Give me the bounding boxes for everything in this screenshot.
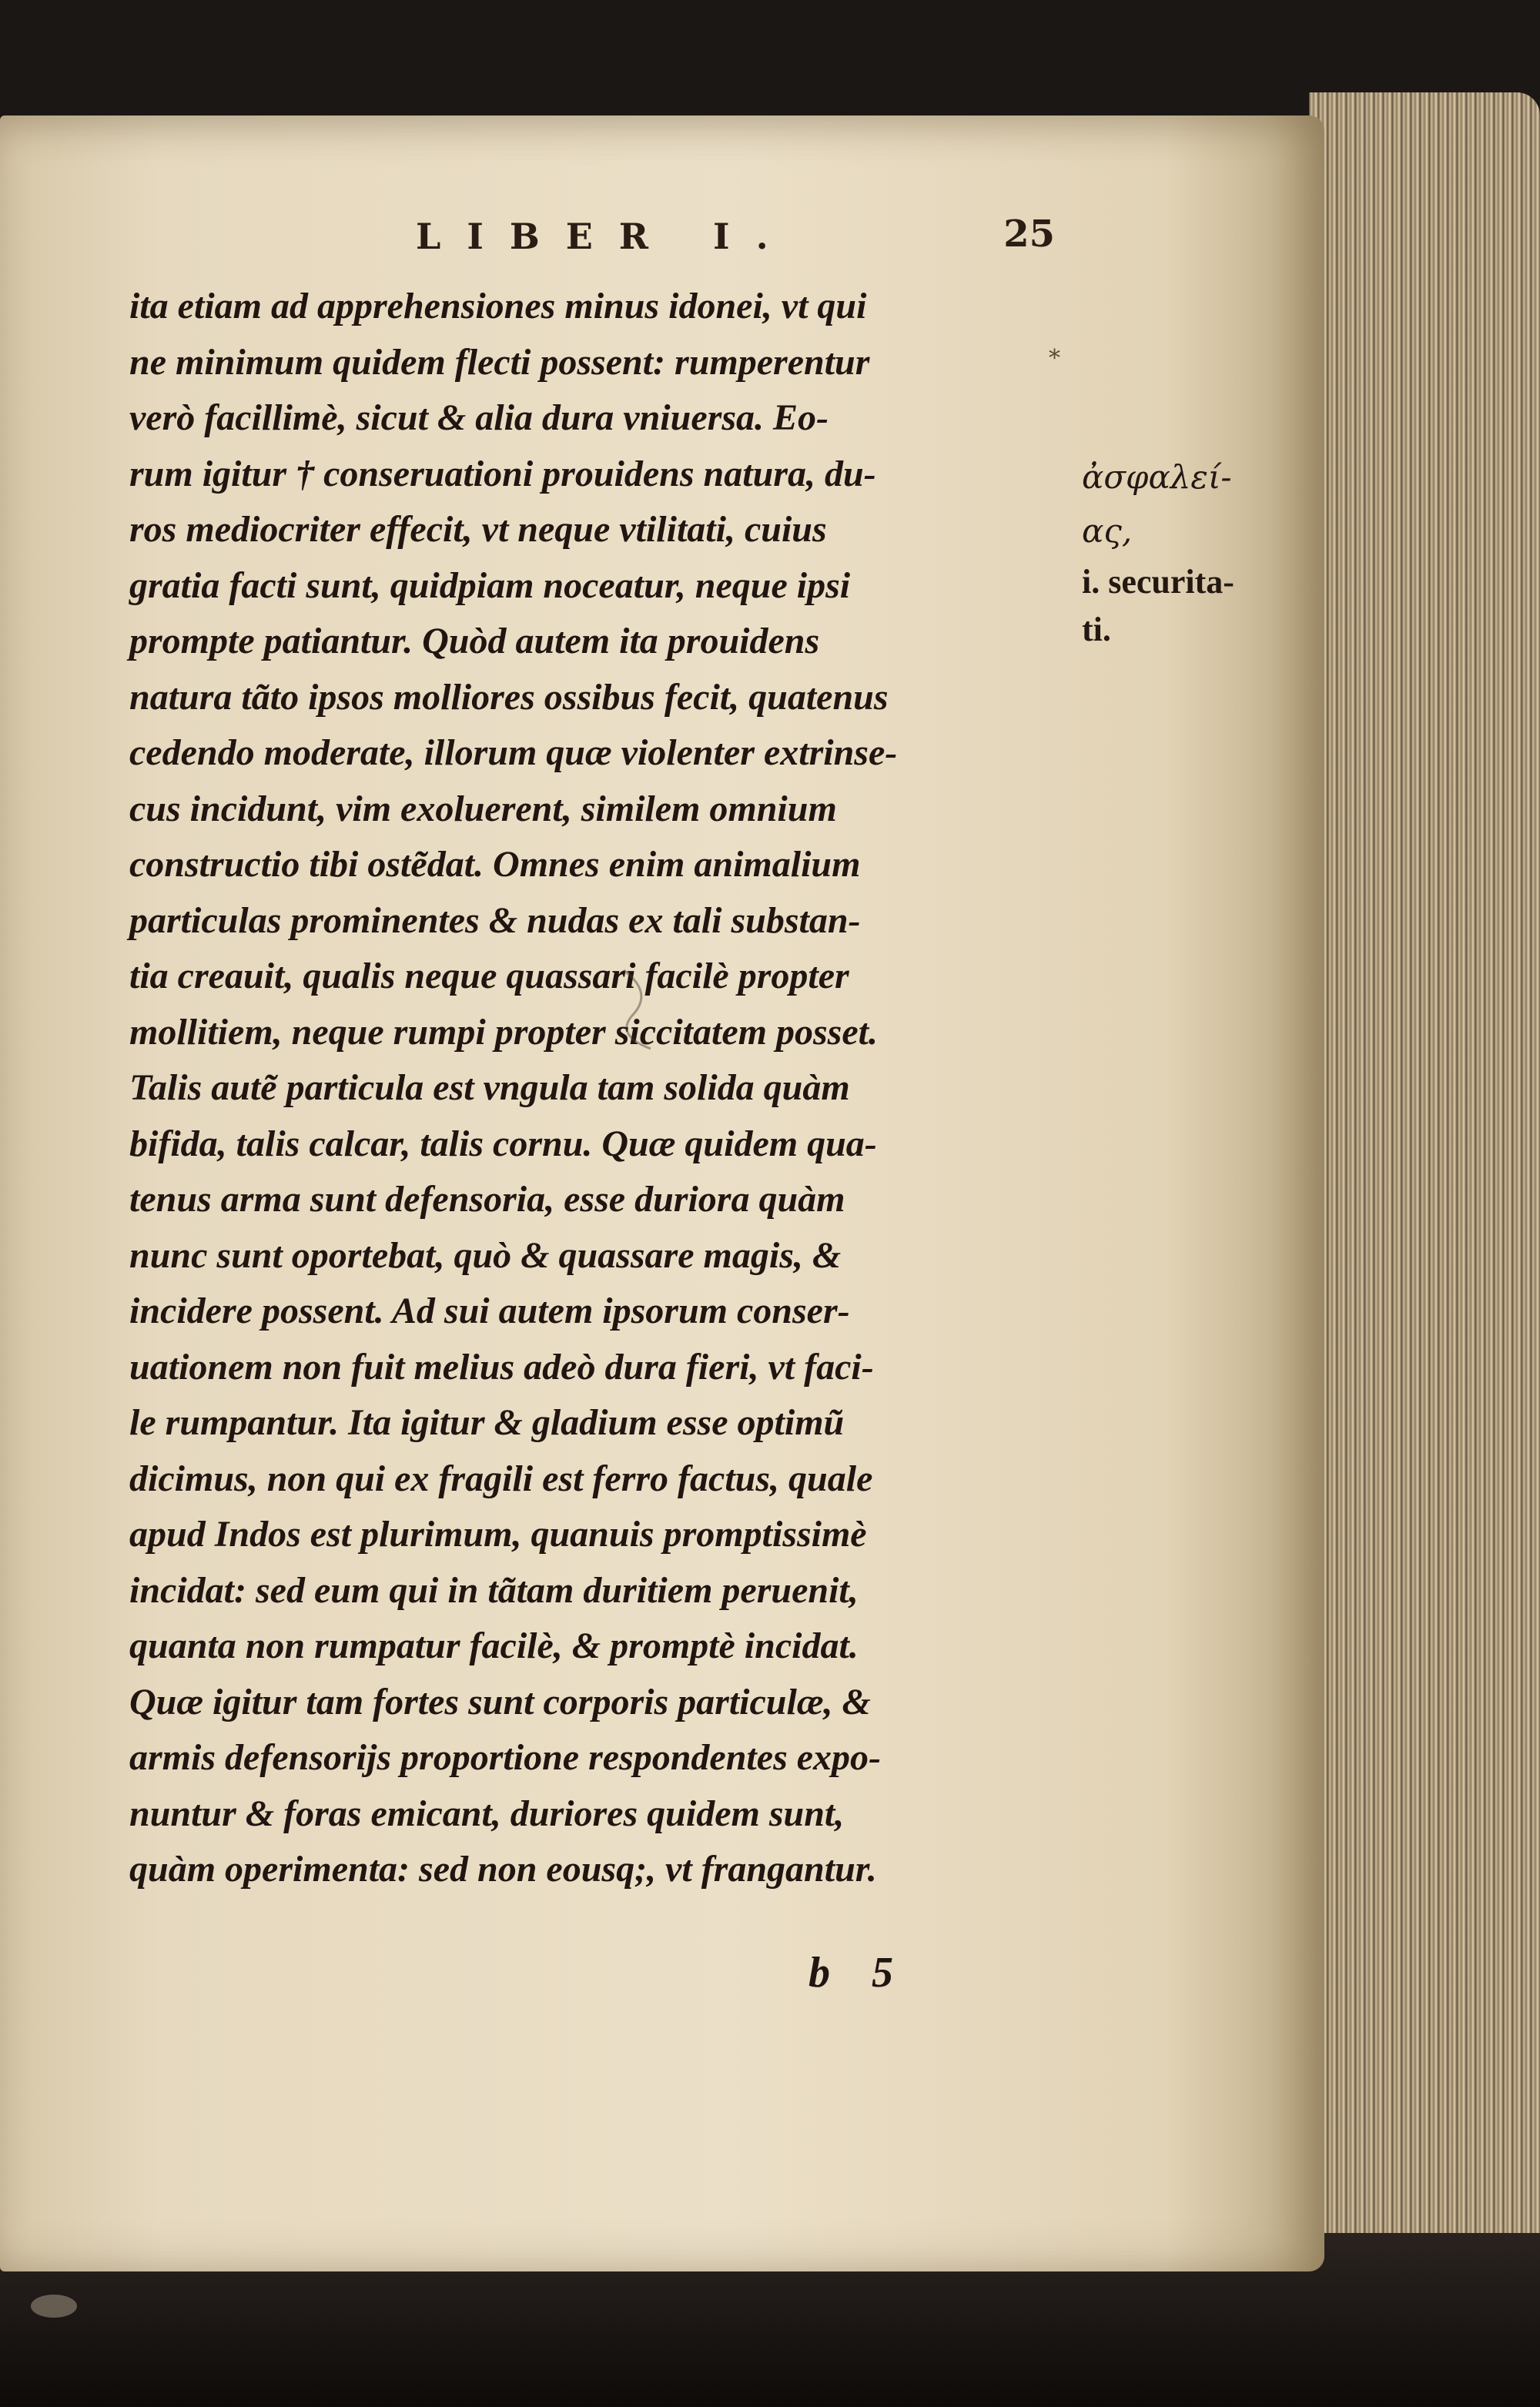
margin-note: [1082, 450, 1244, 654]
body-text: [129, 279, 1076, 1898]
text-line: natura tãto ipsos molliores ossibus fecit, quatenus: [129, 676, 889, 718]
text-line: prompte patiantur. Quòd autem ita prouidens: [129, 621, 820, 661]
text-line: quàm operimenta: sed non eousq;, vt frangantur.: [129, 1849, 877, 1890]
text-line: tia creauit, qualis neque quassari facilè propter: [129, 956, 849, 996]
text-line: le rumpantur. Ita igitur & gladium esse optimũ: [129, 1402, 845, 1443]
margin-note-greek: ἀσφαλεί-: [1082, 458, 1232, 496]
text-line: tenus arma sunt defensoria, esse duriora quàm: [129, 1179, 845, 1220]
page-number: 25: [1003, 213, 1055, 256]
page-edges: [1309, 92, 1540, 2271]
text-line: nuntur & foras emicant, duriores quidem sunt,: [129, 1793, 845, 1834]
signature-mark: b 5: [808, 1949, 893, 1997]
text-line: cus incidunt, vim exoluerent, similem omnium: [129, 788, 837, 829]
text-line: rum igitur † conseruationi prouidens natura, du-: [129, 453, 876, 494]
text-line: quanta non rumpatur facilè, & promptè incidat.: [129, 1625, 859, 1666]
text-line: gratia facti sunt, quidpiam noceatur, neque ipsi: [129, 564, 851, 606]
marginal-asterisk: *: [1049, 345, 1060, 372]
text-line: dicimus, non qui ex fragili est ferro factus, quale: [129, 1458, 873, 1499]
running-title: LIBER I.: [416, 216, 795, 257]
page-header: [416, 213, 1055, 269]
text-line: particulas prominentes & nudas ex tali substan-: [129, 899, 861, 941]
text-line: ros mediocriter effecit, vt neque vtilitati, cuius: [129, 509, 827, 550]
text-line: constructio tibi ostẽdat. Omnes enim animalium: [129, 844, 861, 885]
text-line: mollitiem, neque rumpi propter siccitatem posset.: [129, 1011, 878, 1053]
text-line: cedendo moderate, illorum quæ violenter extrinse-: [129, 732, 898, 773]
text-line: incidere possent. Ad sui autem ipsorum conser-: [129, 1291, 850, 1331]
text-line: ita etiam ad apprehensiones minus idonei, vt qui: [129, 286, 867, 326]
handwritten-mark-icon: [608, 962, 693, 1055]
text-line: Quæ igitur tam fortes sunt corporis particulæ, &: [129, 1681, 871, 1722]
text-line: incidat: sed eum qui in tãtam duritiem peruenit,: [129, 1569, 859, 1611]
text-line: verò facillimè, sicut & alia dura vniuersa. Eo-: [129, 397, 829, 438]
text-line: Talis autẽ particula est vngula tam solida quàm: [129, 1067, 850, 1108]
margin-note-latin: i. securita-: [1082, 563, 1234, 601]
text-line: nunc sunt oportebat, quò & quassare magis, &: [129, 1234, 842, 1276]
text-line: apud Indos est plurimum, quanuis promptissimè: [129, 1514, 867, 1555]
margin-note-latin: ti.: [1082, 611, 1111, 648]
margin-note-greek: ας,: [1082, 512, 1133, 550]
text-line: ne minimum quidem flecti possent: rumperentur: [129, 341, 870, 383]
text-line: bifida, talis calcar, talis cornu. Quæ quidem qua-: [129, 1123, 877, 1164]
text-line: uationem non fuit melius adeò dura fieri, vt faci-: [129, 1346, 874, 1388]
text-line: armis defensorijs proportione respondentes expo-: [129, 1737, 882, 1778]
paper-stain: [31, 2295, 77, 2318]
